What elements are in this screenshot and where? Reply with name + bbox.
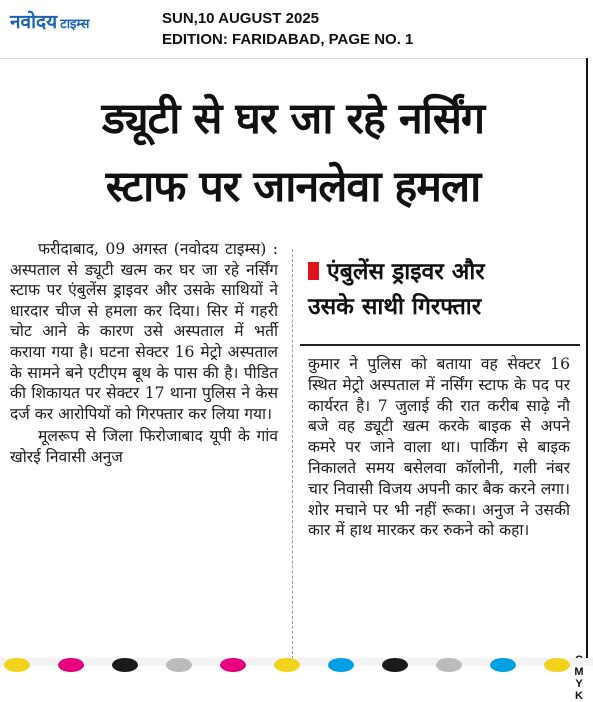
logo-main-text: नवोदय [10,11,58,33]
color-swatch [328,658,354,672]
cmyk-letter: M [574,666,584,678]
article-column-right [308,354,570,541]
article-subhead [308,255,576,325]
headline-line-1: ड्यूटी से घर जा रहे नर्सिंग [101,94,485,144]
newspaper-clipping [0,58,586,702]
logo-sub-text: टाइम्स [60,17,90,32]
article-paragraph: कुमार ने पुलिस को बताया वह सेक्टर 16 स्थित मेट्रो अस्पताल में नर्सिंग स्टाफ के पद पर कार्यरत है। 7 जुलाई की रात करीब साढ़े नौ बजे वह ड्यूटी खत्म करके बाइक से अपने कमरे पर जाने वाला था। पार्किंग से बाइक निकालते समय बसेलवा कॉलोनी, गली नंबर चार निवासी विजय अपनी कार बैक करने लगा। शोर मचाने पर भी नहीं रूका। अनुज ने उसकी कार में हाथ मारकर कर रुकने को कहा। [308,355,570,540]
subhead-rule [300,344,580,346]
color-swatch [382,658,408,672]
edition-info [162,8,413,50]
subhead-line-1: एंबुलेंस ड्राइवर और [327,259,485,285]
color-swatch [490,658,516,672]
newspaper-logo [10,8,89,34]
color-swatch [436,658,462,672]
color-swatch [166,658,192,672]
color-swatch [112,658,138,672]
date-line: SUN,10 AUGUST 2025 [162,10,320,27]
color-registration-strip [0,658,593,666]
color-swatch [220,658,246,672]
color-swatch [544,658,570,672]
article-paragraph: फरीदाबाद, 09 अगस्त (नवोदय टाइम्स) : अस्पताल से ड्यूटी खत्म कर घर जा रहे नर्सिंग स्टाफ पर एंबुलेंस ड्राइवर और उसके साथियों ने धारदार चीज से हमला कर दिया। सिर में गहरी चोट आने के कारण उसे अस्पताल में भर्ती कराया गया है। घटना सेक्टर 16 मेट्रो अस्पताल के सामने बने एटीएम बूथ के पास की है। पीडित की शिकायत पर सेक्टर 17 थाना पुलिस ने केस दर्ज कर आरोपियों को गिरफ्तार कर लिया गया। [10,240,278,423]
cmyk-letter: K [575,690,583,702]
red-square-icon [308,262,319,280]
article-headline [0,85,586,221]
page-edge-rule [586,58,588,658]
page-header [0,0,593,58]
cmyk-letter: Y [575,678,583,690]
column-divider [292,249,293,659]
headline-line-2: स्टाफ पर जानलेवा हमला [105,162,481,212]
article-paragraph: मूलरूप से जिला फिरोजाबाद यूपी के गांव खोरई निवासी अनुज [10,427,278,466]
edition-line: EDITION: FARIDABAD, PAGE NO. 1 [162,31,414,48]
subhead-line-2: उसके साथी गिरफ्तार [308,294,482,320]
article-column-left [10,239,278,468]
color-swatch [274,658,300,672]
color-swatch [58,658,84,672]
color-swatch [4,658,30,672]
